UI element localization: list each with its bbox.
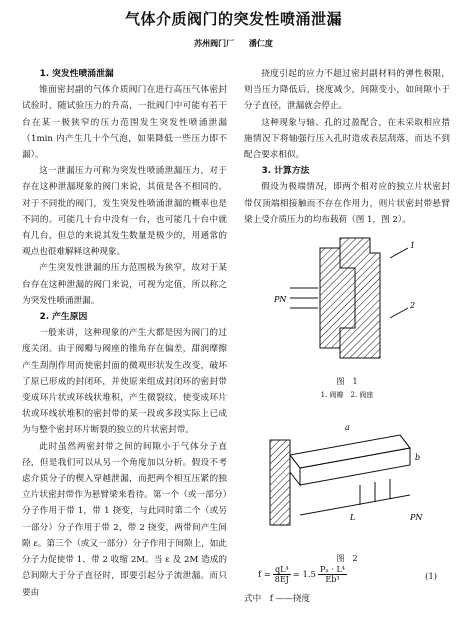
authors	[0, 38, 467, 49]
figure-1-diagram	[260, 228, 440, 368]
formula-1	[258, 565, 349, 584]
formula-den-2: Eb³	[325, 575, 340, 584]
fixed-support-shape	[270, 440, 290, 525]
formula-den-1: 8EJ	[274, 575, 289, 584]
beam-front-face	[300, 448, 410, 485]
formula-lhs: f =	[258, 569, 271, 580]
formula-num-2: Pₙ · L⁴	[319, 565, 345, 574]
fig1-label-2: 2	[410, 301, 416, 310]
figure-1-legend: 1. 阀瓣 2. 阀座	[320, 391, 374, 399]
formula-mid: = 1.5	[292, 569, 316, 580]
paragraph: 此时虽然两密封带之间的间隙小于气体分子直径，但是我们可以从另一个角度加以分析。假设不考虑介质分子的楔入穿越泄漏，而把两个相互压紧的独立片状密封带作为悬臂梁来看待。第一个（或一部分）分子作用于带 1，带 1 挠变，与此同时第二个（或另一部分）分子作用于带 2，带 2 挠变，两带间产生间隙 ε。第三个（或又一部分）分子作用于间隙上，如此分子力促使带 1、带 2 收缩 2M。当 ε 及 2M 造成的总间隙大于分子直径时，即要引起分子流泄漏。而只要由	[22, 441, 227, 598]
fig1-pn-label: PN	[274, 295, 287, 304]
paragraph: 这种现象与轴、孔的过盈配合，在未采取相应措施情况下将轴强行压入孔时造成表层刮落，而达不到配合要求相似。	[244, 117, 450, 161]
author-org: 苏州阀门厂	[194, 39, 235, 48]
figure-2-caption: 图 2	[336, 554, 358, 563]
author-name: 潘仁度	[248, 39, 273, 48]
fig2-label-b: b	[415, 453, 421, 462]
paper-title: 气体介质阀门的突发性喷涌泄漏	[124, 10, 342, 28]
fig1-label-1: 1	[410, 241, 416, 250]
figure-2-diagram	[260, 410, 440, 545]
fig2-label-a: a	[345, 423, 350, 432]
formula-fraction-2	[318, 565, 347, 584]
figure-1-caption: 图 1	[336, 377, 358, 386]
section-2-heading: 2. 产生原因	[39, 312, 88, 323]
formula-where-text: 式中 f ——挠度	[244, 594, 311, 604]
paragraph: 一般来讲，这种现象的产生大都是因为阀门的过度关闭。由于阀瓣与阀座的锥角存在偏差，甜润摩擦产生刮削作用而使密封面的微观形状发生改变，破坏了原已形成的封闭环，并使原来组成封闭环的密封带变成环片状或环线状堆积，产生微裂纹，使变成环片状或环线状堆积的密封带的某一段或多段实际上已成为与整个密封环片断裂的独立的片状密封带。	[22, 328, 227, 436]
right-column	[244, 66, 450, 228]
paragraph: 这一泄漏压力可称为突发性喷涌泄漏压力，对于存在这种泄漏现象的阀门来说，其值是各不相同的。对于不同批的阀门，发生突发性喷涌泄漏的概率也是不同的。可能几十台中没有一台，也可能几十台中就有几台，但总的来说其发生数量是极少的，用通常的观点也很难解释这种现象。	[22, 166, 227, 258]
length-dimension-line	[300, 495, 410, 515]
section-1-heading: 1. 突发性喷涌泄漏	[39, 69, 114, 79]
paragraph: 锥面密封副的气体介质阀门在进行高压气体密封试验时，随试验压力的升高，一批阀门中可能有若干台在某一极狭窄的压力范围发生突发性喷涌泄漏（1min 内产生几十个气泡，如果降低一些压力即不漏）。	[22, 85, 227, 161]
paragraph: 产生突发性泄漏的压力范围极为狭窄，故对于某台存在这种泄漏的阀门来说，可视为定值，所以称之为突发性喷涌泄漏。	[22, 263, 227, 306]
fig2-label-l: L	[350, 513, 356, 522]
equation-number: (1)	[425, 572, 438, 582]
formula-num-1: qL⁴	[274, 565, 289, 574]
left-column	[22, 66, 227, 601]
beam-end-face	[290, 455, 300, 485]
section-3-heading: 3. 计算方法	[261, 166, 310, 177]
paragraph: 挠度引起的应力不超过密封副材料的弹性极限，则当压力降低后，挠度减少，间隙变小，如间隙小于分子直径，泄漏就会停止。	[244, 69, 450, 112]
fig2-pn-label: PN	[410, 513, 423, 522]
paragraph: 假设为极端情况，即两个相对应的独立片状密封带仅顶端相接触而不存在作用力，则片状密封带悬臂梁上受介质压力的均布载荷（图 1，图 2）。	[244, 182, 450, 225]
formula-fraction-1	[273, 565, 291, 584]
